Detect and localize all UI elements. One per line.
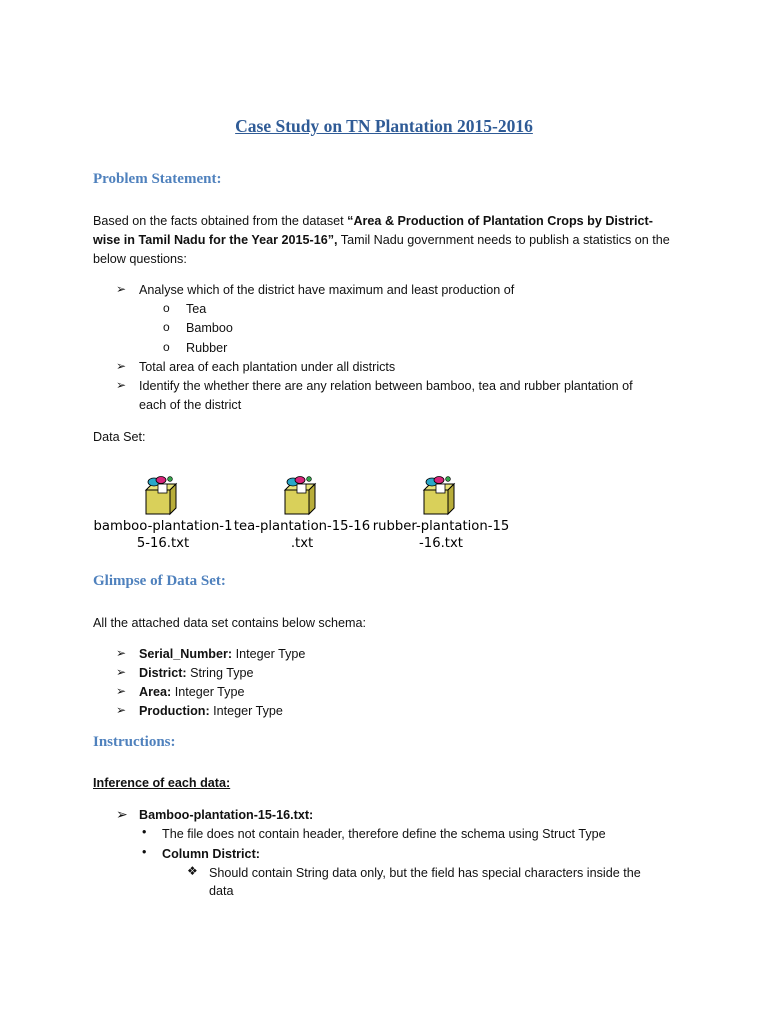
schema-type: Integer Type	[171, 685, 245, 699]
attached-files	[93, 474, 523, 554]
intro-text-end: Tamil Nadu government needs to publish a statistics on the below questions:	[93, 233, 670, 266]
arrow-bullet-icon: ➢	[116, 378, 127, 392]
dot-bullet-icon: •	[142, 825, 147, 839]
data-set-label: Data Set:	[93, 430, 146, 444]
file-name-line: .txt	[290, 536, 314, 551]
question-bullet: Total area of each plantation under all districts	[139, 360, 396, 374]
schema-type: Integer Type	[232, 647, 306, 661]
file-name-line: bamboo-plantation-1	[93, 519, 233, 534]
file-name	[371, 518, 511, 552]
dot-bullet-icon: •	[142, 845, 147, 859]
arrow-bullet-icon: ➢	[116, 806, 128, 822]
schema-type: String Type	[186, 666, 254, 680]
file-name-line: -16.txt	[419, 536, 463, 551]
problem-statement-heading: Problem Statement:	[93, 171, 222, 187]
arrow-bullet-icon: ➢	[116, 359, 127, 373]
schema-field: Area:	[139, 685, 172, 699]
problem-intro-paragraph	[93, 212, 673, 269]
dataset-name: “Area & Production of Plantation Crops by District-wise in Tamil Nadu for the Year 2015-16”,	[93, 214, 653, 247]
arrow-bullet-icon: ➢	[116, 703, 127, 717]
arrow-bullet-icon: ➢	[116, 282, 127, 296]
glimpse-heading: Glimpse of Data Set:	[93, 573, 226, 589]
inference-subheading: Inference of each data:	[93, 776, 231, 790]
schema-item	[139, 702, 283, 721]
instruction-point: The file does not contain header, therefore define the schema using Struct Type	[162, 827, 606, 841]
file-name	[232, 518, 372, 552]
schema-type: Integer Type	[209, 704, 283, 718]
question-bullet: Analyse which of the district have maximum and least production of	[139, 283, 515, 297]
file-name-line: rubber-plantation-15	[372, 519, 510, 534]
instruction-subpoint: Should contain String data only, but the field has special characters inside the	[209, 866, 641, 880]
file-name	[93, 518, 233, 552]
package-icon	[140, 474, 182, 518]
schema-item	[139, 645, 305, 664]
arrow-bullet-icon: ➢	[116, 646, 127, 660]
arrow-bullet-icon: ➢	[116, 684, 127, 698]
crop-item: Rubber	[186, 341, 228, 355]
schema-item	[139, 664, 254, 683]
schema-field: Production:	[139, 704, 210, 718]
circle-bullet-icon: o	[163, 320, 170, 334]
document-title: Case Study on TN Plantation 2015-2016	[235, 116, 533, 136]
instruction-point: Column District:	[162, 847, 260, 861]
circle-bullet-icon: o	[163, 301, 170, 315]
circle-bullet-icon: o	[163, 340, 170, 354]
file-name-line: 5-16.txt	[136, 536, 190, 551]
schema-field: Serial_Number:	[139, 647, 233, 661]
glimpse-intro: All the attached data set contains below schema:	[93, 616, 367, 630]
question-bullet-continued: each of the district	[139, 398, 242, 412]
arrow-bullet-icon: ➢	[116, 665, 127, 679]
file-instruction-item: Bamboo-plantation-15-16.txt:	[139, 808, 314, 822]
file-name-line: tea-plantation-15-16	[233, 519, 371, 534]
instruction-subpoint-continued: data	[209, 884, 234, 898]
instructions-heading: Instructions:	[93, 734, 176, 750]
question-bullet: Identify the whether there are any relation between bamboo, tea and rubber plantation of	[139, 379, 633, 393]
crop-item: Bamboo	[186, 321, 233, 335]
package-icon	[418, 474, 460, 518]
schema-item	[139, 683, 244, 702]
crop-item: Tea	[186, 302, 207, 316]
diamond-bullet-icon: ❖	[187, 864, 198, 878]
schema-field: District:	[139, 666, 187, 680]
intro-text: Based on the facts obtained from the dataset	[93, 214, 348, 228]
package-icon	[279, 474, 321, 518]
